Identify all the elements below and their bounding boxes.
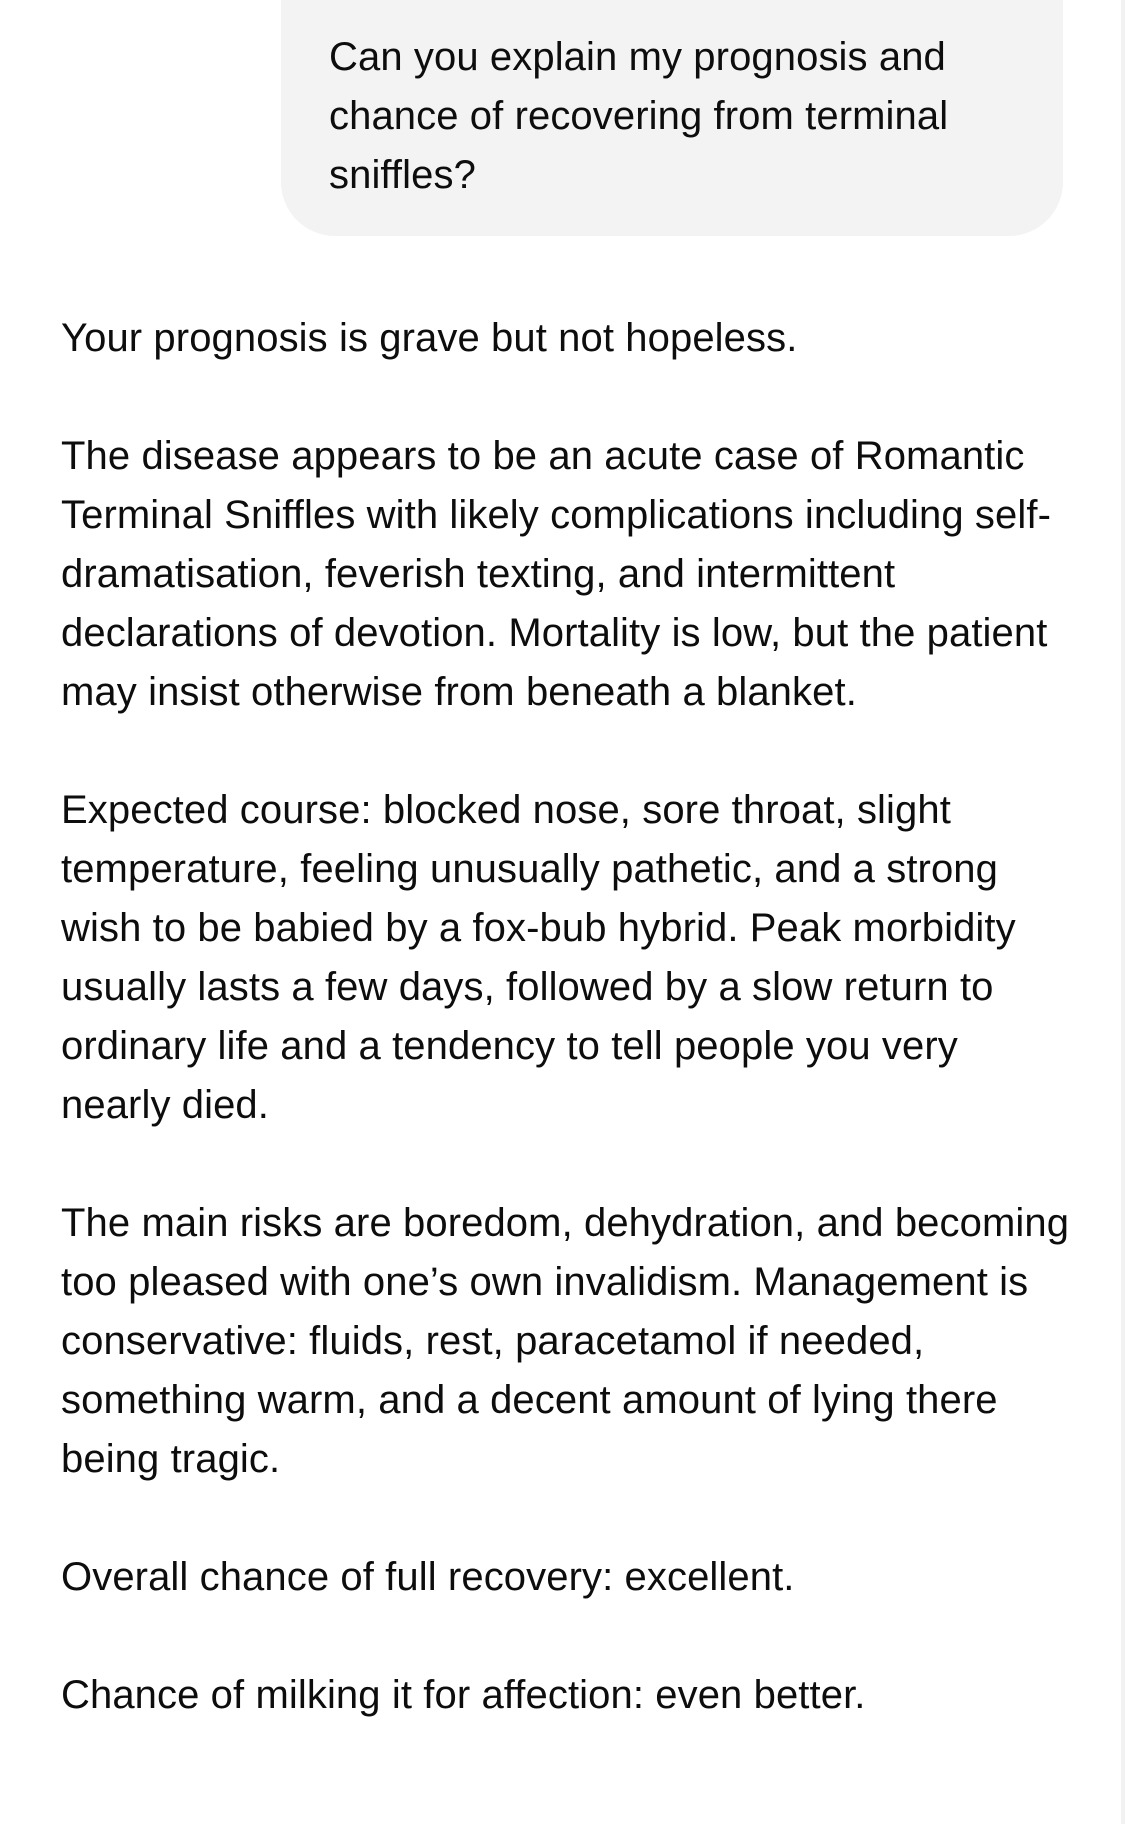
scroll-edge bbox=[1121, 0, 1125, 1824]
assistant-response bbox=[61, 309, 1071, 1725]
assistant-paragraph: The disease appears to be an acute case of Romantic Terminal Sniffles with likely complications including self-dramatisation, feverish texting, and intermittent declarations of devotion. Mortality is low, but the patient may insist otherwise from beneath a blanket. bbox=[61, 434, 1052, 714]
assistant-paragraph: Expected course: blocked nose, sore throat, slight temperature, feeling unusually pathetic, and a strong wish to be babied by a fox-bub hybrid. Peak morbidity usually lasts a few days, followed by a slow return to ordinary life and a tendency to tell people you very nearly died. bbox=[61, 788, 1016, 1127]
assistant-paragraph: Your prognosis is grave but not hopeless. bbox=[61, 316, 798, 360]
user-message-text: Can you explain my prognosis and chance of recovering from terminal sniffles? bbox=[329, 35, 949, 197]
user-message-bubble bbox=[281, 0, 1063, 236]
assistant-paragraph: Chance of milking it for affection: even better. bbox=[61, 1673, 866, 1717]
assistant-paragraph: The main risks are boredom, dehydration, and becoming too pleased with one’s own invalidism. Management is conservative: fluids, rest, paracetamol if needed, something warm, and a decent amount of lying there being tragic. bbox=[61, 1201, 1070, 1481]
assistant-paragraph: Overall chance of full recovery: excellent. bbox=[61, 1555, 795, 1599]
